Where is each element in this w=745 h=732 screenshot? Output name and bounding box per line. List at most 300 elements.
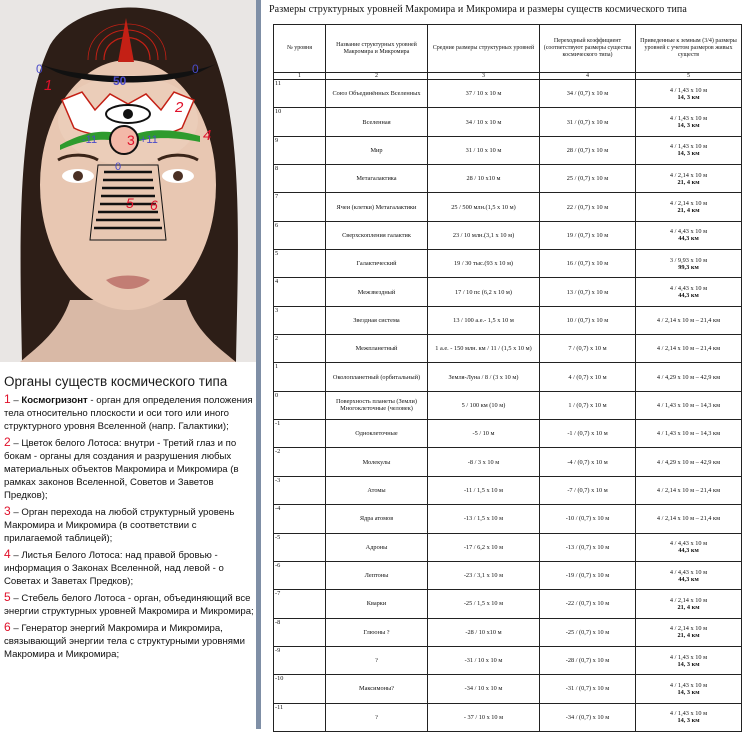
cell-name	[326, 136, 428, 164]
cell-coefficient-text: 28 / (0,7) х 10 м	[566, 146, 609, 154]
cell-name	[326, 505, 428, 533]
cell-level	[274, 80, 326, 108]
cell-coefficient	[540, 80, 636, 108]
cell-level	[274, 448, 326, 476]
legend-item-number: 5	[4, 590, 11, 604]
cell-coefficient	[540, 590, 636, 618]
cell-name	[326, 108, 428, 136]
legend-title: Органы существ космического типа	[4, 374, 228, 389]
cell-earth-size-text: 4 / 4,43 х 10 м	[669, 540, 708, 548]
cell-earth-size-text: 4 / 2,14 х 10 м	[669, 200, 708, 208]
cell-name-text: Адроны	[365, 543, 388, 551]
cell-earth-km: 21, 4 км	[677, 207, 700, 215]
cell-name-text: Глюоны ?	[363, 628, 390, 636]
cell-size-text: 23 / 10 млн.(3,1 х 10 м)	[452, 231, 515, 239]
legend-item	[4, 505, 254, 545]
label-plus-11: +11	[140, 134, 158, 146]
table-header-row	[274, 25, 742, 73]
table-row	[274, 335, 742, 363]
table-title: Размеры структурных уровней Макромира и Микромира и размеры существ космического типа	[269, 4, 687, 15]
cell-coefficient-text: 7 / (0,7) х 10 м	[568, 345, 607, 353]
cell-name-text: ?	[375, 657, 378, 665]
cell-name	[326, 618, 428, 646]
cell-size-text: 5 / 100 км (10 м)	[461, 401, 506, 409]
cell-name-text: Кварки	[366, 600, 387, 608]
cell-name-text: Молекулы	[362, 458, 391, 466]
cell-level	[274, 420, 326, 448]
label-fifty: 50	[113, 74, 127, 88]
cell-coefficient-text: 1 / (0,7) х 10 м	[568, 401, 607, 409]
header-name: Название структурных уровней Макромира и Микромира	[326, 25, 428, 73]
cell-size	[428, 533, 540, 561]
table-row	[274, 165, 742, 193]
cell-coefficient-text: -4 / (0,7) х 10 м	[567, 458, 608, 466]
cell-earth-size	[636, 533, 742, 561]
cell-level-text: -7	[275, 590, 281, 598]
cell-earth-size-text: 4 / 1,43 х 10 м	[669, 710, 708, 718]
legend-item	[4, 436, 254, 502]
cell-level	[274, 646, 326, 674]
cell-name-text: Мир	[370, 146, 383, 154]
table-panel	[261, 0, 745, 729]
legend-item-name: Космогризонт	[21, 395, 88, 406]
cell-level-text: -4	[275, 505, 281, 513]
cell-level	[274, 193, 326, 221]
cell-size-text: 28 / 10 х10 м	[466, 175, 501, 183]
cell-size	[428, 476, 540, 504]
left-iris	[73, 171, 83, 181]
cell-earth-size	[636, 193, 742, 221]
header-number: 3	[428, 73, 540, 80]
cell-coefficient	[540, 193, 636, 221]
cell-coefficient-text: -34 / (0,7) х 10 м	[565, 713, 610, 721]
cell-earth-size-text: 4 / 2,14 х 10 м – 21,4 км	[656, 345, 721, 353]
header-size: Средние размеры структурных уровней	[428, 25, 540, 73]
cell-earth-km: 44,3 км	[678, 547, 699, 555]
legend-item	[4, 621, 254, 661]
cell-size	[428, 221, 540, 249]
cell-name	[326, 476, 428, 504]
cell-earth-size-text: 4 / 1,43 х 10 м	[669, 86, 708, 94]
cell-level	[274, 363, 326, 391]
cell-coefficient	[540, 108, 636, 136]
cell-name	[326, 646, 428, 674]
cell-earth-size	[636, 646, 742, 674]
cell-name-text: Метагалактика	[356, 175, 397, 183]
cell-earth-size	[636, 590, 742, 618]
legend-item-number: 6	[4, 620, 11, 634]
label-4: 4	[203, 127, 212, 144]
cell-earth-km: 21, 4 км	[677, 178, 700, 186]
cell-size	[428, 448, 540, 476]
cell-name-text: Одноклеточные	[355, 430, 398, 438]
legend-item-text: Генератор энергий Макромира и Микромира, связывающий энергии тела с структурными уровнями Макромира и Микромира;	[4, 623, 245, 660]
cell-name-text: Ядра атомов	[359, 515, 394, 523]
cell-level-text: 8	[275, 165, 279, 173]
cell-earth-km: 14, 3 км	[677, 717, 700, 725]
cell-earth-size	[636, 363, 742, 391]
cell-size	[428, 165, 540, 193]
cell-level	[274, 476, 326, 504]
cell-earth-size	[636, 505, 742, 533]
cell-earth-size-text: 4 / 4,29 х 10 м – 42,9 км	[656, 458, 721, 466]
table-body	[274, 80, 742, 732]
header-number: 1	[274, 73, 326, 80]
cell-earth-size	[636, 80, 742, 108]
cell-coefficient-text: 13 / (0,7) х 10 м	[566, 288, 609, 296]
label-zero-left: 0	[36, 62, 43, 76]
legend-item-separator: –	[10, 593, 22, 604]
cell-size-text: 17 / 10 пс (6,2 х 10 м)	[454, 288, 513, 296]
cell-level	[274, 590, 326, 618]
cell-size	[428, 306, 540, 334]
cell-size	[428, 363, 540, 391]
cell-size	[428, 391, 540, 419]
table-row	[274, 80, 742, 108]
cell-coefficient-text: -25 / (0,7) х 10 м	[565, 628, 610, 636]
cell-name	[326, 675, 428, 703]
cell-level	[274, 505, 326, 533]
cell-earth-size-text: 4 / 4,29 х 10 м – 42,9 км	[656, 373, 721, 381]
cell-name-text: Союз Объединённых Вселенных	[332, 90, 421, 98]
cell-coefficient-text: 10 / (0,7) х 10 м	[566, 316, 609, 324]
cell-level	[274, 703, 326, 731]
cell-coefficient	[540, 505, 636, 533]
header-number: 5	[636, 73, 742, 80]
cell-name-text: Вселенная	[362, 118, 391, 126]
cell-level-text: 11	[275, 80, 282, 87]
cell-size-text: -11 / 1,5 х 10 м	[463, 486, 504, 494]
cell-level	[274, 165, 326, 193]
cell-size	[428, 646, 540, 674]
table-row	[274, 561, 742, 589]
cell-size	[428, 590, 540, 618]
cell-level-text: 2	[275, 335, 279, 343]
left-panel	[0, 0, 256, 729]
table-row	[274, 420, 742, 448]
cell-name-text: Околопланетный (орбитальный)	[332, 373, 421, 381]
cell-size-text: -13 / 1,5 х 10 м	[463, 515, 504, 523]
cell-coefficient-text: 22 / (0,7) х 10 м	[566, 203, 609, 211]
right-iris	[173, 171, 183, 181]
header-number: 4	[540, 73, 636, 80]
cell-earth-size	[636, 420, 742, 448]
label-zero-center: 0	[115, 161, 122, 173]
cell-earth-km: 14, 3 км	[677, 93, 700, 101]
cell-coefficient	[540, 420, 636, 448]
cell-size-text: 34 / 10 х 10 м	[465, 118, 502, 126]
cell-size-text: 1 а.е. - 150 млн. км / 11 / (1,5 х 10 м)	[435, 345, 532, 353]
cell-coefficient-text: -22 / (0,7) х 10 м	[565, 600, 610, 608]
cell-earth-size-text: 3 / 9,93 х 10 м	[669, 256, 708, 264]
cell-earth-size	[636, 136, 742, 164]
cell-earth-size-text: 4 / 1,43 х 10 м – 14,3 км	[656, 401, 721, 409]
cell-coefficient-text: -1 / (0,7) х 10 м	[567, 430, 608, 438]
cell-size-text: -25 / 1,5 х 10 м	[463, 600, 504, 608]
cell-level-text: -3	[275, 476, 281, 484]
face-illustration	[0, 0, 256, 362]
cell-name	[326, 306, 428, 334]
cell-name	[326, 391, 428, 419]
cell-size	[428, 505, 540, 533]
cell-earth-size-text: 4 / 4,43 х 10 м	[669, 568, 708, 576]
cell-level	[274, 136, 326, 164]
table-row	[274, 476, 742, 504]
cell-name	[326, 193, 428, 221]
cell-coefficient	[540, 476, 636, 504]
cell-level-text: -6	[275, 561, 281, 569]
table-row	[274, 193, 742, 221]
cell-level-text: 6	[275, 221, 279, 229]
cell-level-text: 7	[275, 193, 279, 201]
cell-name-text: Межзвездный	[357, 288, 396, 296]
header-coefficient: Переходный коэффициент (соответствуют размеры существа космического типа)	[540, 25, 636, 73]
cell-earth-size-text: 4 / 1,43 х 10 м	[669, 681, 708, 689]
table-row	[274, 646, 742, 674]
cell-earth-km: 14, 3 км	[677, 660, 700, 668]
cell-coefficient	[540, 165, 636, 193]
cell-coefficient-text: 31 / (0,7) х 10 м	[566, 118, 609, 126]
cell-earth-size	[636, 391, 742, 419]
cell-level-text: 1	[275, 363, 279, 371]
cell-name-text: Атомы	[367, 486, 386, 494]
cell-size-text: 31 / 10 х 10 м	[465, 146, 502, 154]
legend-item-text: Орган перехода на любой структурный уровень Макромира и Микромира (в соответствии с прилагаемой таблицей);	[4, 507, 235, 544]
cell-size-text: -5 / 10 м	[472, 430, 495, 438]
cell-size-text: 37 / 10 х 10 м	[465, 90, 502, 98]
legend-item	[4, 591, 254, 618]
cell-earth-size-text: 4 / 2,14 х 10 м	[669, 625, 708, 633]
cell-coefficient	[540, 533, 636, 561]
cell-earth-km: 21, 4 км	[677, 603, 700, 611]
table-row	[274, 590, 742, 618]
cell-size	[428, 335, 540, 363]
table-row	[274, 136, 742, 164]
table-row	[274, 306, 742, 334]
table-row	[274, 221, 742, 249]
legend-item-separator: –	[10, 550, 22, 561]
cell-name	[326, 165, 428, 193]
cell-size-text: -17 / 6,2 х 10 м	[463, 543, 504, 551]
cell-earth-km: 14, 3 км	[677, 122, 700, 130]
cell-name	[326, 703, 428, 731]
cell-size	[428, 250, 540, 278]
cell-coefficient-text: 25 / (0,7) х 10 м	[566, 175, 609, 183]
cell-coefficient-text: 19 / (0,7) х 10 м	[566, 231, 609, 239]
cell-level-text: 4	[275, 278, 279, 286]
cell-earth-km: 21, 4 км	[677, 632, 700, 640]
label-1: 1	[44, 77, 53, 94]
legend-item-separator: –	[10, 623, 22, 634]
cell-earth-size-text: 4 / 2,14 х 10 м – 21,4 км	[656, 316, 721, 324]
cell-earth-size	[636, 335, 742, 363]
cell-coefficient	[540, 561, 636, 589]
cell-size-text: 19 / 30 тыс.(93 х 10 м)	[453, 260, 514, 268]
label-3: 3	[127, 132, 135, 148]
table-number-row	[274, 73, 742, 80]
header-level: № уровня	[274, 25, 326, 73]
cell-coefficient	[540, 703, 636, 731]
cell-earth-km: 14, 3 км	[677, 688, 700, 696]
table-row	[274, 618, 742, 646]
cell-name	[326, 448, 428, 476]
cell-name-text: Звездная система	[353, 316, 400, 324]
legend-item-number: 1	[4, 392, 11, 406]
cell-coefficient	[540, 448, 636, 476]
legend-item-number: 2	[4, 435, 11, 449]
cell-level-text: 5	[275, 250, 279, 258]
table-row	[274, 448, 742, 476]
cell-level	[274, 221, 326, 249]
cell-size-text: -34 / 10 х 10 м	[464, 685, 503, 693]
cell-level	[274, 335, 326, 363]
cell-size	[428, 675, 540, 703]
cell-coefficient	[540, 335, 636, 363]
cell-level-text: -11	[275, 703, 284, 711]
cell-earth-size	[636, 476, 742, 504]
cell-size	[428, 278, 540, 306]
cell-level-text: -8	[275, 618, 281, 626]
legend-item	[4, 548, 254, 588]
cell-coefficient	[540, 278, 636, 306]
cell-earth-km: 44,3 км	[678, 575, 699, 583]
legend-item-separator: –	[10, 507, 22, 518]
cell-earth-km: 44,3 км	[678, 235, 699, 243]
legend-item-separator: –	[10, 438, 22, 449]
cell-level	[274, 108, 326, 136]
cell-level-text: -5	[275, 533, 281, 541]
cell-name	[326, 80, 428, 108]
cell-level-text: 9	[275, 136, 279, 144]
cell-name-text: Поверхность планеты (Земли) Многоклеточные (человек)	[335, 398, 418, 413]
cell-earth-size	[636, 306, 742, 334]
cell-coefficient-text: -10 / (0,7) х 10 м	[565, 515, 610, 523]
legend-item-text: Стебель белого Лотоса - орган, объединяющий все энергии структурных уровней Макромира и Микромира;	[4, 593, 254, 617]
cell-name-text: Максимоны?	[359, 685, 394, 693]
label-6: 6	[150, 197, 158, 213]
cell-coefficient	[540, 363, 636, 391]
cell-earth-size	[636, 108, 742, 136]
cell-size	[428, 80, 540, 108]
cell-level	[274, 561, 326, 589]
legend-item-text: Цветок белого Лотоса: внутри - Третий глаз и по бокам - органы для создания и разрушения любых материальных объектов Макромира и Микромира (в рамках законов Вселенной, Советов и Заветов Предков);	[4, 438, 239, 501]
cell-level	[274, 250, 326, 278]
cell-earth-size	[636, 675, 742, 703]
cell-size-text: -28 / 10 х10 м	[465, 628, 502, 636]
table-row	[274, 675, 742, 703]
cell-size-text: 13 / 100 а.е.- 1,5 х 10 м	[453, 316, 514, 324]
cell-earth-size-text: 4 / 4,43 х 10 м	[669, 228, 708, 236]
cell-name	[326, 363, 428, 391]
cell-level-text: -10	[275, 675, 284, 683]
cell-size	[428, 561, 540, 589]
cell-earth-size-text: 4 / 1,43 х 10 м	[669, 653, 708, 661]
cell-coefficient-text: -13 / (0,7) х 10 м	[565, 543, 610, 551]
cell-size	[428, 136, 540, 164]
cell-size-text: - 37 / 10 х 10 м	[463, 713, 504, 721]
cell-earth-size-text: 4 / 2,14 х 10 м – 21,4 км	[656, 515, 721, 523]
label-minus-11: -11	[82, 134, 98, 146]
cell-level-text: 0	[275, 391, 279, 399]
cell-name	[326, 420, 428, 448]
cell-name-text: Ячеи (клетки) Метагалактики	[336, 203, 417, 211]
cell-earth-size	[636, 448, 742, 476]
cell-earth-km: 99,3 км	[678, 263, 699, 271]
cell-size-text: -31 / 10 х 10 м	[464, 657, 503, 665]
cell-name	[326, 561, 428, 589]
label-5: 5	[126, 195, 134, 211]
cell-coefficient	[540, 391, 636, 419]
cell-earth-size-text: 4 / 1,43 х 10 м	[669, 143, 708, 151]
table-row	[274, 505, 742, 533]
organs-legend	[4, 374, 254, 664]
table-row	[274, 363, 742, 391]
legend-item-text: - орган для определения положения тела относительно плоскости и оси того или иного структурного уровня Вселенной (напр. Галактики);	[4, 395, 253, 432]
cell-level	[274, 533, 326, 561]
cell-earth-size	[636, 165, 742, 193]
cell-size	[428, 193, 540, 221]
cell-size	[428, 108, 540, 136]
cell-name-text: Сверхскопления галактик	[342, 231, 411, 239]
cell-coefficient-text: 4 / (0,7) х 10 м	[568, 373, 607, 381]
table-row	[274, 278, 742, 306]
levels-table	[273, 24, 742, 732]
header-earth-size: Приведенные к земным (3/4) размеры уровней с учетом размеров живых существ	[636, 25, 742, 73]
cell-earth-size	[636, 618, 742, 646]
cell-size-text: -23 / 3,1 х 10 м	[463, 572, 504, 580]
cell-name-text: Галактический	[356, 260, 397, 268]
cell-name	[326, 221, 428, 249]
cell-coefficient	[540, 675, 636, 703]
table-row	[274, 391, 742, 419]
header-number: 2	[326, 73, 428, 80]
legend-item-separator: –	[10, 395, 22, 406]
cell-coefficient-text: -7 / (0,7) х 10 м	[567, 486, 608, 494]
cell-name-text: ?	[375, 713, 378, 721]
cell-coefficient-text: -31 / (0,7) х 10 м	[565, 685, 610, 693]
cell-name	[326, 250, 428, 278]
cell-name	[326, 590, 428, 618]
cell-coefficient	[540, 306, 636, 334]
third-eye-pupil	[123, 109, 133, 119]
cell-level	[274, 306, 326, 334]
cell-level-text: -2	[275, 448, 281, 456]
table-row	[274, 703, 742, 731]
cell-earth-size-text: 4 / 4,43 х 10 м	[669, 285, 708, 293]
cell-name	[326, 335, 428, 363]
cell-coefficient	[540, 250, 636, 278]
cell-level	[274, 278, 326, 306]
cell-earth-km: 44,3 км	[678, 292, 699, 300]
cell-earth-size-text: 4 / 2,14 х 10 м	[669, 171, 708, 179]
cell-coefficient-text: 16 / (0,7) х 10 м	[566, 260, 609, 268]
cell-earth-size-text: 4 / 2,14 х 10 м	[669, 596, 708, 604]
cell-level-text: -1	[275, 420, 281, 428]
cell-size	[428, 618, 540, 646]
cell-name-text: Межпланетный	[355, 345, 398, 353]
legend-item	[4, 393, 254, 433]
cell-coefficient	[540, 221, 636, 249]
label-zero-right: 0	[192, 62, 199, 76]
legend-item-number: 4	[4, 547, 11, 561]
cell-earth-km: 14, 3 км	[677, 150, 700, 158]
cell-size	[428, 420, 540, 448]
cell-earth-size-text: 4 / 2,14 х 10 м – 21,4 км	[656, 486, 721, 494]
cell-size-text: 25 / 500 млн.(1,5 х 10 м)	[451, 203, 516, 211]
cell-earth-size	[636, 250, 742, 278]
cell-level-text: 3	[275, 306, 279, 314]
cell-coefficient-text: 34 / (0,7) х 10 м	[566, 90, 609, 98]
